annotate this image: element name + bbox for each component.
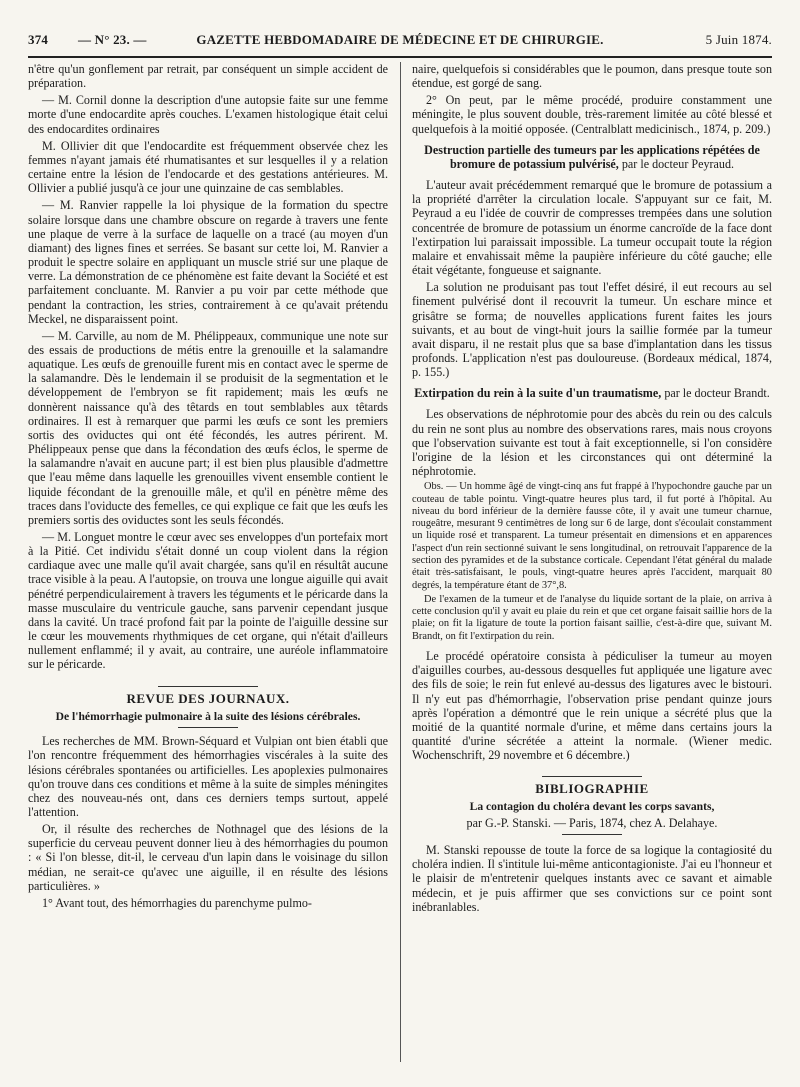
paragraph: M. Stanski repousse de toute la force de sa logique la contagiosité du choléra indien. Il s'intitule lui-même anticontagioniste. J'ai eu l'honneur et le plaisir de m'entretenir quelques instants avec ce savant et aimable médecin, et je puis affirmer que ses convictions sur ce point sont inébranlables. bbox=[412, 843, 772, 914]
paragraph: 2° On peut, par le même procédé, produire constamment une méningite, le plus souvent double, très-rarement limitée au côté blessé et quelquefois à la moitié opposée. (Centralblatt medicinisch., 1874, p. 209.) bbox=[412, 93, 772, 136]
right-column bbox=[412, 62, 772, 1062]
paragraph: — M. Ranvier rappelle la loi physique de la formation du spectre solaire lorsque dans une chambre obscure on regarde à travers une fente une plaque de verre à la surface de laquelle on a tracé (au moyen d'un diamant) des lignes fines et serrées. Se basant sur cette loi, M. Ranvier a produit le spectre solaire en appliquant un muscle strié sur une plaque de verre. La démonstration de ce phénomène est faite devant la Société et est parfaitement concluante. M. Ranvier a pu voir par cette méthode que pendant la contraction, les stries, contrairement à ce qu'avait prétendu Meckel, ne disparaissent point. bbox=[28, 198, 388, 326]
divider bbox=[542, 776, 642, 777]
paragraph: Les observations de néphrotomie pour des abcès du rein ou des calculs du rein ne sont plus au nombre des observations rares, mais nous croyons que l'observation suivante est tout à fait exceptionnelle, si l'on considère l'origine de la lésion et les circonstances qui ont déterminé la néphrotomie. bbox=[412, 407, 772, 479]
observation-block bbox=[412, 481, 772, 643]
header-rule bbox=[28, 56, 772, 58]
observation-paragraph: De l'examen de la tumeur et de l'analyse du liquide sortant de la plaie, on arriva à cette conclusion qu'il y avait eu plaie du rein et que cet organe faisait saillie hors de la plaie; on fit la ligature de toute la portion faisant saillie, c'est-à-dire que, suivant M. Brandt, on fit l'extirpation du rein. bbox=[412, 593, 772, 642]
paragraph: naire, quelquefois si considérables que le poumon, dans presque toute son étendue, est gorgé de sang. bbox=[412, 62, 772, 91]
left-column bbox=[28, 62, 388, 1062]
paragraph: La solution ne produisant pas tout l'effet désiré, il eut recours au sel finement pulvérisé dont il recouvrit la tumeur. Un eschare mince et grisâtre se forma; de nouvelles applications furent faites les jours suivants, et au bout de vingt-huit jours la saillie formée par la tumeur avait disparu, il ne restait plus que sa base d'implantation dans les tissus profonds. L'application n'est pas douloureuse. (Bordeaux médical, 1874, p. 155.) bbox=[412, 280, 772, 380]
divider bbox=[562, 834, 622, 835]
article-author: par le docteur Brandt. bbox=[664, 386, 770, 401]
column-divider bbox=[400, 62, 401, 1062]
paragraph: Or, il résulte des recherches de Nothnagel que des lésions de la superficie du cerveau peuvent donner lieu à des hémorrhagies du poumon : « Si l'on blesse, dit-il, le cerveau d'un lapin dans le voisinage du sillon médian, ne serait-ce qu'avec une aiguille, il en résulte des lésions particulières. » bbox=[28, 822, 388, 893]
book-title: La contagion du choléra devant les corps savants, bbox=[469, 800, 715, 814]
paragraph: L'auteur avait précédemment remarqué que le bromure de potassium a la propriété d'arrêter la circulation locale. S'appuyant sur ce fait, M. Peyraud a eu l'idée de couvrir de compresses trempées dans une solution concentrée de bromure de potassium un énorme cancroïde de la face dont l'extirpation lui paraissait impossible. La tumeur occupait toute la région malaire et envahissait même la paupière inférieure du côté gauche; elle était végétante, fongueuse et saignante. bbox=[412, 178, 772, 278]
article-title-text: Destruction partielle des tumeurs par les applications répétées de bromure de potassium pulvérisé, bbox=[424, 142, 760, 171]
journal-title: GAZETTE HEBDOMADAIRE DE MÉDECINE ET DE CHIRURGIE. bbox=[196, 32, 604, 47]
issue-number: — N° 23. — bbox=[78, 32, 147, 47]
article-title bbox=[28, 710, 388, 729]
article-title bbox=[412, 386, 772, 400]
paragraph: 1° Avant tout, des hémorrhagies du parenchyme pulmo- bbox=[42, 895, 312, 910]
running-header bbox=[28, 30, 772, 52]
paragraph: — M. Longuet montre le cœur avec ses enveloppes d'un portefaix mort à la Pitié. Cet individu s'était donné un coup violent dans la région cardiaque avec une malle qu'il avait chargée, sans qu'il en résultât aucune trace visible à la peau. A l'autopsie, on trouva une longue aiguille qui avait pénétré perpendiculairement à travers les téguments et le péricarde dans la masse musculaire du ventricule gauche, sans parvenir cependant jusque dans la cavité. Un tracé profond fait par la pointe de l'aiguille dessine sur le cœur les mouvements rhythmiques de cet organe, qui n'était d'ailleurs nullement enflammé; il y avait, au contraire, une auréole inflammatoire sur le péricarde. bbox=[28, 530, 388, 672]
article-title-text: De l'hémorrhagie pulmonaire à la suite des lésions cérébrales. bbox=[55, 709, 361, 723]
section-heading bbox=[28, 686, 388, 706]
divider bbox=[178, 727, 238, 728]
paragraph: Les recherches de MM. Brown-Séquard et Vulpian ont bien établi que l'on rencontre fréquemment des hémorrhagies viscérales à la suite des lésions cérébrales spontanées ou artificielles. Les apoplexies pulmonaires qu'on trouve dans ces conditions et même à la suite de simples méningites chez des nouveau-nés ont, dans ces derniers temps surtout, appelé l'attention. bbox=[28, 734, 388, 819]
section-title: BIBLIOGRAPHIE bbox=[535, 781, 649, 797]
page-number: 374 bbox=[28, 32, 49, 47]
paragraph: — M. Cornil donne la description d'une autopsie faite sur une femme morte d'une endocardite après couches. L'examen histologique était celui des endocardites ordinaires bbox=[28, 93, 388, 136]
book-author bbox=[412, 816, 772, 835]
article-title-text: Extirpation du rein à la suite d'un traumatisme, bbox=[414, 386, 662, 401]
paragraph: M. Ollivier dit que l'endocardite est fréquemment observée chez les femmes n'ayant jamais été rhumatisantes et sur lesquelles il y a relation certaine entre la lésion de l'endocarde et des gestations antérieures. M. Ollivier a publié jusqu'à ce jour une quinzaine de cas semblables. bbox=[28, 138, 388, 196]
section-heading bbox=[412, 776, 772, 796]
article-title bbox=[412, 143, 772, 171]
paragraph: n'être qu'un gonflement par retrait, par conséquent un simple accident de préparation. bbox=[28, 62, 388, 91]
divider bbox=[158, 686, 258, 687]
book-author-text: par G.-P. Stanski. — Paris, 1874, chez A. Delahaye. bbox=[466, 815, 718, 830]
article-author: par le docteur Peyraud. bbox=[621, 156, 735, 171]
paragraph: Le procédé opératoire consista à pédiculiser la tumeur au moyen d'aiguilles courbes, au-dessous desquelles fut appliquée une ligature avec des fils de soie; le rein fut enlevé au-dessus des ligatures avec le bistouri. Il n'y eut pas d'hémorrhagie, l'observation prise pendant quinze jours après l'opération a démontré que le rein unique a sécrété plus que la moitié de la quantité normale d'urine, et même dans certains jours la quantité d'urine sécrétée a atteint la normale. (Wiener medic. Wochenschrift, 29 novembre et 6 décembre.) bbox=[412, 649, 772, 763]
observation-paragraph: Obs. — Un homme âgé de vingt-cinq ans fut frappé à l'hypochondre gauche par un couteau de table pointu. Vingt-quatre heures plus tard, il fut porté à l'hôpital. Au niveau du bord inférieur de la dernière fausse côte, il y avait une tumeur charnue, rougeâtre, mesurant 9 centimètres de long sur 6 de large, dont s'écoulait constamment un liquide rosé et transparent. La tumeur présentait en dimensions et en apparences l'aspect d'un rein sectionné suivant le sens longitudinal, on retrouvait l'apparence de la section des pyramides et de la substance corticale. Cependant l'état général du malade était très-satisfaisant, le pouls, vingt-quatre heures après l'accident, marquait 80 degrés, la température étant de 37°,8. bbox=[412, 481, 772, 591]
section-title: REVUE DES JOURNAUX. bbox=[126, 690, 290, 706]
paragraph: — M. Carville, au nom de M. Phélippeaux, communique une note sur des essais de productions de métis entre la grenouille et la salamandre aquatique. Les œufs de grenouille furent mis en contact avec le sperme de la salamandre. Dès le lendemain il se produisit de la segmentation et le développement de l'embryon se fit rapidement; mais les œufs ne donnèrent naissance qu'à des têtards en tout semblables aux têtards ordinaires. Il est à remarquer que parmi les œufs ce sont les premiers sortis des oviductes qui ont été fécondés, les autres périrent. M. Phélippeaux pense que dans la fécondation des œufs éclos, le sperme de la salamandre n'avait en aucune part; il est bien plus plausible d'admettre que l'eau même dans laquelle les grenouilles vivent ensemble contient le liquide fécondant de la grenouille mâle, et qu'il en pénètre même des traces dans l'oviducte des femelles, ce qui explique ce fait que les œufs les premiers sortis des oviductes sont les seuls fécondés. bbox=[28, 328, 388, 527]
issue-date: 5 Juin 1874. bbox=[705, 32, 772, 47]
